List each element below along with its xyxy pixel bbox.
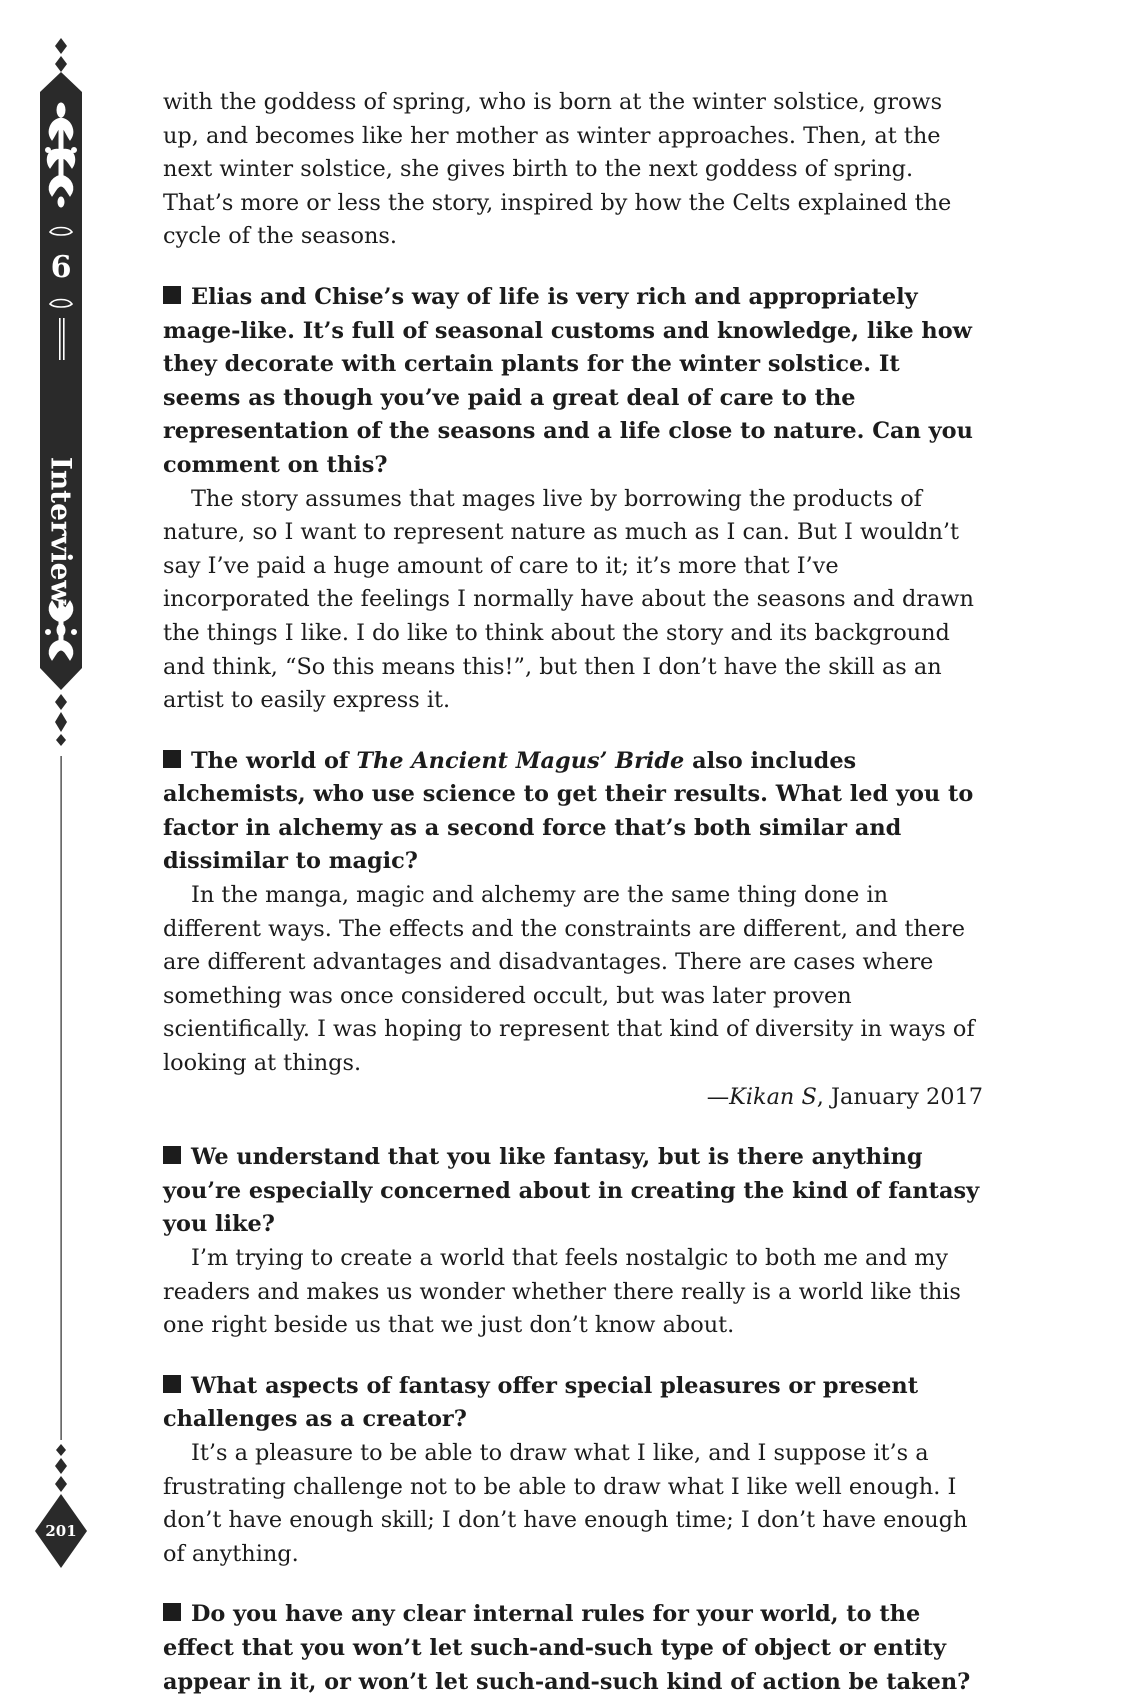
opening-paragraph: with the goddess of spring, who is born at the winter solstice, grows up, and becomes like her mother as winter approaches. Then, at the next winter solstice, she gives birth to the next goddess of spring. That’s more or less the story, inspired by how the Celts explained the cycle of the seasons. bbox=[163, 89, 952, 250]
answer-seasons: The story assumes that mages live by borrowing the products of nature, so I want to represent nature as much as I can. But I wouldn’t say I’ve paid a huge amount of care to it; it’s more that I’ve incorporated the feelings I normally have about the seasons and drawn the things I like. I do like to think about the story and its background and think, “So this means this!”, but then I don’t have the skill as an artist to easily express it. bbox=[163, 485, 974, 714]
qa-block-fantasy-concern bbox=[163, 1141, 983, 1343]
answer-fantasy-pleasures: It’s a pleasure to be able to draw what I like, and I suppose it’s a frustrating challenge not to be able to draw what I like well enough. I don’t have enough skill; I don’t have enough time; I don’t have enough of anything. bbox=[163, 1439, 968, 1567]
question-prefix: The world of bbox=[191, 747, 357, 774]
question-fantasy-concern bbox=[163, 1141, 983, 1242]
signature-dash: — bbox=[706, 1083, 730, 1110]
square-bullet-icon bbox=[163, 750, 181, 768]
section-label bbox=[44, 456, 78, 620]
question-fantasy-pleasures bbox=[163, 1370, 983, 1437]
square-bullet-icon bbox=[163, 1375, 181, 1393]
qa-block-seasons bbox=[163, 281, 983, 718]
page-number: 201 bbox=[45, 1522, 77, 1540]
answer-alchemy: In the manga, magic and alchemy are the same thing done in different ways. The effects and the constraints are different, and there are different advantages and disadvantages. There are cases where something was once considered occult, but was later proven scientifically. I was hoping to represent that kind of diversity in ways of looking at things. bbox=[163, 882, 975, 1077]
answer-fantasy-concern: I’m trying to create a world that feels nostalgic to both me and my readers and makes us wonder whether there really is a world like this one right beside us that we just don’t know about. bbox=[163, 1245, 961, 1339]
signature-date: , January 2017 bbox=[816, 1083, 983, 1110]
question-alchemy bbox=[163, 745, 983, 879]
square-bullet-icon bbox=[163, 1603, 181, 1621]
section-label-text: Interviews bbox=[44, 456, 78, 620]
square-bullet-icon bbox=[163, 1146, 181, 1164]
signature-name: Kikan S bbox=[729, 1083, 817, 1110]
question-text: Elias and Chise’s way of life is very rich and appropriately mage-like. It’s full of seasonal customs and knowledge, like how they decorate with certain plants for the winter solstice. It seems as though you’ve paid a great deal of care to the representation of the seasons and a life close to nature. Can you comment on this? bbox=[163, 283, 973, 478]
question-internal-rules bbox=[163, 1598, 983, 1699]
question-text: Do you have any clear internal rules for your world, to the effect that you won’t let such-and-such type of object or entity appear in it, or won’t let such-and-such kind of action be taken? bbox=[163, 1601, 971, 1695]
section-number: 6 bbox=[50, 249, 72, 285]
qa-block-fantasy-pleasures bbox=[163, 1370, 983, 1572]
book-title: The Ancient Magus’ Bride bbox=[356, 747, 685, 774]
qa-block-internal-rules bbox=[163, 1598, 983, 1699]
question-suffix: also includes alchemists, who use science to get their results. What led you to factor in alchemy as a second force that’s both similar and dissimilar to magic? bbox=[163, 747, 974, 875]
qa-block-alchemy bbox=[163, 745, 983, 1115]
question-text: We understand that you like fantasy, but is there anything you’re especially concerned about in creating the kind of fantasy you like? bbox=[163, 1144, 980, 1238]
question-text: What aspects of fantasy offer special pleasures or present challenges as a creator? bbox=[163, 1372, 919, 1433]
chapter-sidebar bbox=[0, 0, 123, 1600]
question-seasons bbox=[163, 281, 983, 483]
square-bullet-icon bbox=[163, 286, 181, 304]
interview-signature bbox=[163, 1081, 983, 1115]
article-body bbox=[163, 86, 983, 1699]
